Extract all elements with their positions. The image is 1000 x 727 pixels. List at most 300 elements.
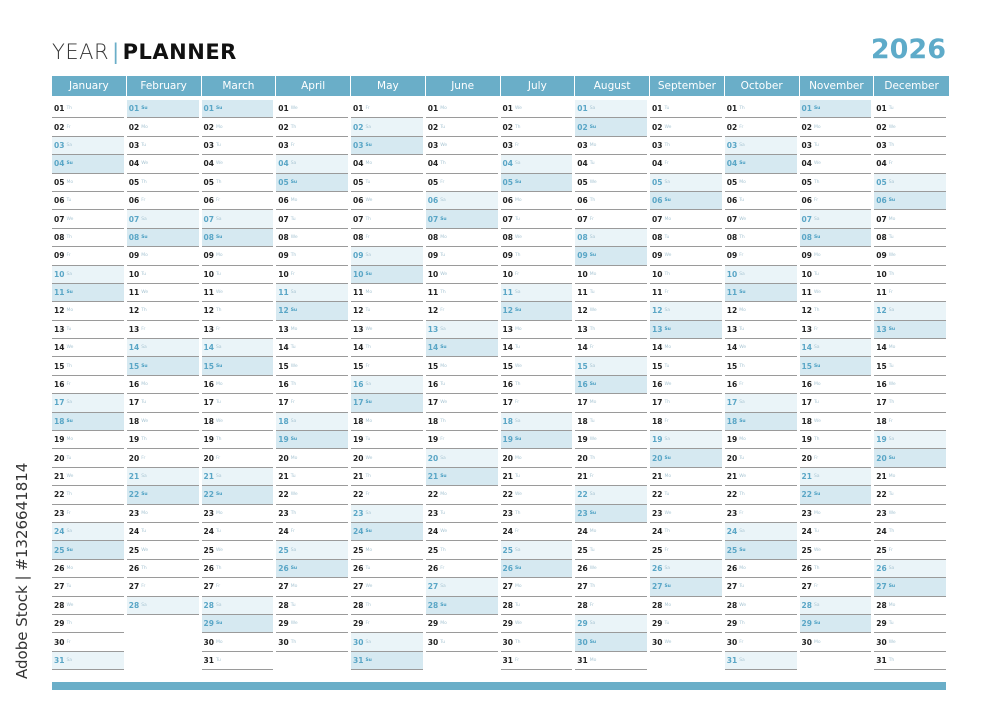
day-cell[interactable]	[800, 137, 872, 155]
day-cell[interactable]	[202, 118, 274, 136]
day-cell[interactable]	[575, 486, 647, 504]
day-cell[interactable]	[800, 541, 872, 559]
day-cell[interactable]	[800, 118, 872, 136]
day-cell[interactable]	[351, 137, 423, 155]
day-cell[interactable]	[501, 174, 573, 192]
day-cell[interactable]	[501, 357, 573, 375]
day-cell[interactable]	[650, 523, 722, 541]
day-cell[interactable]	[800, 486, 872, 504]
day-cell[interactable]	[874, 321, 946, 339]
day-cell[interactable]	[650, 541, 722, 559]
day-cell[interactable]	[575, 100, 647, 118]
day-cell[interactable]	[276, 376, 348, 394]
day-cell[interactable]	[575, 174, 647, 192]
day-cell[interactable]	[276, 413, 348, 431]
day-cell[interactable]	[127, 266, 199, 284]
day-cell[interactable]	[501, 486, 573, 504]
day-cell[interactable]	[874, 100, 946, 118]
day-cell[interactable]	[575, 118, 647, 136]
day-cell[interactable]	[575, 339, 647, 357]
day-cell[interactable]	[501, 449, 573, 467]
day-cell[interactable]	[725, 339, 797, 357]
day-cell[interactable]	[575, 541, 647, 559]
day-cell[interactable]	[351, 449, 423, 467]
day-cell[interactable]	[52, 578, 124, 596]
day-cell[interactable]	[650, 578, 722, 596]
day-cell[interactable]	[202, 339, 274, 357]
day-cell[interactable]	[202, 284, 274, 302]
day-cell[interactable]	[874, 357, 946, 375]
day-cell[interactable]	[202, 229, 274, 247]
day-cell[interactable]	[501, 468, 573, 486]
day-cell[interactable]	[874, 578, 946, 596]
day-cell[interactable]	[127, 449, 199, 467]
day-cell[interactable]	[874, 468, 946, 486]
day-cell[interactable]	[501, 560, 573, 578]
day-cell[interactable]	[725, 578, 797, 596]
day-cell[interactable]	[351, 321, 423, 339]
day-cell[interactable]	[127, 523, 199, 541]
day-cell[interactable]	[426, 155, 498, 173]
day-cell[interactable]	[575, 357, 647, 375]
day-cell[interactable]	[202, 560, 274, 578]
day-cell[interactable]	[650, 192, 722, 210]
day-cell[interactable]	[52, 449, 124, 467]
day-cell[interactable]	[874, 376, 946, 394]
day-cell[interactable]	[276, 541, 348, 559]
day-cell[interactable]	[426, 192, 498, 210]
day-cell[interactable]	[575, 523, 647, 541]
day-cell[interactable]	[725, 302, 797, 320]
day-cell[interactable]	[276, 192, 348, 210]
day-cell[interactable]	[127, 247, 199, 265]
day-cell[interactable]	[650, 486, 722, 504]
day-cell[interactable]	[650, 431, 722, 449]
day-cell[interactable]	[202, 468, 274, 486]
day-cell[interactable]	[575, 321, 647, 339]
day-cell[interactable]	[800, 449, 872, 467]
day-cell[interactable]	[874, 192, 946, 210]
day-cell[interactable]	[501, 118, 573, 136]
day-cell[interactable]	[800, 247, 872, 265]
day-cell[interactable]	[725, 597, 797, 615]
day-cell[interactable]	[202, 413, 274, 431]
day-cell[interactable]	[52, 229, 124, 247]
day-cell[interactable]	[501, 505, 573, 523]
day-cell[interactable]	[501, 376, 573, 394]
day-cell[interactable]	[351, 541, 423, 559]
day-cell[interactable]	[650, 468, 722, 486]
day-cell[interactable]	[501, 247, 573, 265]
day-cell[interactable]	[725, 155, 797, 173]
day-cell[interactable]	[127, 413, 199, 431]
day-cell[interactable]	[874, 449, 946, 467]
day-cell[interactable]	[426, 633, 498, 651]
day-cell[interactable]	[52, 357, 124, 375]
day-cell[interactable]	[52, 468, 124, 486]
day-cell[interactable]	[501, 266, 573, 284]
day-cell[interactable]	[202, 394, 274, 412]
day-cell[interactable]	[202, 449, 274, 467]
day-cell[interactable]	[276, 100, 348, 118]
day-cell[interactable]	[276, 321, 348, 339]
day-cell[interactable]	[351, 174, 423, 192]
day-cell[interactable]	[202, 376, 274, 394]
day-cell[interactable]	[127, 505, 199, 523]
day-cell[interactable]	[501, 100, 573, 118]
day-cell[interactable]	[127, 229, 199, 247]
day-cell[interactable]	[426, 523, 498, 541]
day-cell[interactable]	[127, 210, 199, 228]
day-cell[interactable]	[874, 210, 946, 228]
day-cell[interactable]	[725, 284, 797, 302]
day-cell[interactable]	[276, 394, 348, 412]
day-cell[interactable]	[650, 321, 722, 339]
day-cell[interactable]	[650, 376, 722, 394]
day-cell[interactable]	[575, 247, 647, 265]
day-cell[interactable]	[52, 339, 124, 357]
day-cell[interactable]	[575, 505, 647, 523]
day-cell[interactable]	[800, 210, 872, 228]
day-cell[interactable]	[575, 652, 647, 670]
day-cell[interactable]	[725, 523, 797, 541]
day-cell[interactable]	[52, 633, 124, 651]
day-cell[interactable]	[800, 302, 872, 320]
day-cell[interactable]	[351, 431, 423, 449]
day-cell[interactable]	[426, 578, 498, 596]
day-cell[interactable]	[52, 597, 124, 615]
day-cell[interactable]	[351, 118, 423, 136]
day-cell[interactable]	[874, 247, 946, 265]
day-cell[interactable]	[202, 357, 274, 375]
day-cell[interactable]	[575, 155, 647, 173]
day-cell[interactable]	[874, 155, 946, 173]
day-cell[interactable]	[351, 376, 423, 394]
day-cell[interactable]	[575, 413, 647, 431]
day-cell[interactable]	[650, 339, 722, 357]
day-cell[interactable]	[276, 155, 348, 173]
day-cell[interactable]	[800, 468, 872, 486]
day-cell[interactable]	[575, 229, 647, 247]
day-cell[interactable]	[874, 633, 946, 651]
day-cell[interactable]	[351, 155, 423, 173]
day-cell[interactable]	[351, 652, 423, 670]
day-cell[interactable]	[52, 100, 124, 118]
day-cell[interactable]	[426, 339, 498, 357]
day-cell[interactable]	[202, 100, 274, 118]
day-cell[interactable]	[650, 597, 722, 615]
day-cell[interactable]	[202, 652, 274, 670]
day-cell[interactable]	[650, 413, 722, 431]
day-cell[interactable]	[52, 560, 124, 578]
day-cell[interactable]	[426, 100, 498, 118]
day-cell[interactable]	[800, 229, 872, 247]
day-cell[interactable]	[127, 376, 199, 394]
day-cell[interactable]	[276, 633, 348, 651]
day-cell[interactable]	[725, 321, 797, 339]
day-cell[interactable]	[650, 137, 722, 155]
day-cell[interactable]	[52, 302, 124, 320]
day-cell[interactable]	[874, 229, 946, 247]
day-cell[interactable]	[575, 560, 647, 578]
day-cell[interactable]	[874, 615, 946, 633]
day-cell[interactable]	[725, 560, 797, 578]
day-cell[interactable]	[800, 357, 872, 375]
day-cell[interactable]	[575, 284, 647, 302]
day-cell[interactable]	[800, 394, 872, 412]
day-cell[interactable]	[800, 413, 872, 431]
day-cell[interactable]	[874, 302, 946, 320]
day-cell[interactable]	[202, 302, 274, 320]
day-cell[interactable]	[276, 118, 348, 136]
day-cell[interactable]	[52, 541, 124, 559]
day-cell[interactable]	[52, 247, 124, 265]
day-cell[interactable]	[501, 284, 573, 302]
day-cell[interactable]	[426, 541, 498, 559]
day-cell[interactable]	[52, 174, 124, 192]
day-cell[interactable]	[650, 357, 722, 375]
day-cell[interactable]	[874, 505, 946, 523]
day-cell[interactable]	[202, 266, 274, 284]
day-cell[interactable]	[800, 505, 872, 523]
day-cell[interactable]	[202, 597, 274, 615]
day-cell[interactable]	[426, 376, 498, 394]
day-cell[interactable]	[725, 486, 797, 504]
day-cell[interactable]	[426, 394, 498, 412]
day-cell[interactable]	[426, 468, 498, 486]
day-cell[interactable]	[52, 486, 124, 504]
day-cell[interactable]	[874, 266, 946, 284]
day-cell[interactable]	[650, 118, 722, 136]
day-cell[interactable]	[52, 266, 124, 284]
day-cell[interactable]	[202, 174, 274, 192]
day-cell[interactable]	[575, 376, 647, 394]
day-cell[interactable]	[800, 174, 872, 192]
day-cell[interactable]	[202, 633, 274, 651]
day-cell[interactable]	[426, 266, 498, 284]
day-cell[interactable]	[800, 266, 872, 284]
day-cell[interactable]	[52, 523, 124, 541]
day-cell[interactable]	[874, 284, 946, 302]
day-cell[interactable]	[725, 431, 797, 449]
day-cell[interactable]	[800, 155, 872, 173]
day-cell[interactable]	[501, 210, 573, 228]
day-cell[interactable]	[52, 615, 124, 633]
day-cell[interactable]	[650, 266, 722, 284]
day-cell[interactable]	[575, 578, 647, 596]
day-cell[interactable]	[800, 633, 872, 651]
day-cell[interactable]	[127, 118, 199, 136]
day-cell[interactable]	[52, 652, 124, 670]
day-cell[interactable]	[127, 578, 199, 596]
day-cell[interactable]	[426, 413, 498, 431]
day-cell[interactable]	[276, 431, 348, 449]
day-cell[interactable]	[426, 118, 498, 136]
day-cell[interactable]	[52, 118, 124, 136]
day-cell[interactable]	[127, 192, 199, 210]
day-cell[interactable]	[426, 357, 498, 375]
day-cell[interactable]	[276, 174, 348, 192]
day-cell[interactable]	[800, 376, 872, 394]
day-cell[interactable]	[501, 578, 573, 596]
day-cell[interactable]	[501, 155, 573, 173]
day-cell[interactable]	[202, 431, 274, 449]
day-cell[interactable]	[426, 597, 498, 615]
day-cell[interactable]	[351, 413, 423, 431]
day-cell[interactable]	[725, 376, 797, 394]
day-cell[interactable]	[575, 394, 647, 412]
day-cell[interactable]	[127, 394, 199, 412]
day-cell[interactable]	[575, 633, 647, 651]
day-cell[interactable]	[351, 357, 423, 375]
day-cell[interactable]	[351, 302, 423, 320]
day-cell[interactable]	[52, 192, 124, 210]
day-cell[interactable]	[800, 578, 872, 596]
day-cell[interactable]	[127, 100, 199, 118]
day-cell[interactable]	[575, 192, 647, 210]
day-cell[interactable]	[650, 284, 722, 302]
day-cell[interactable]	[800, 100, 872, 118]
day-cell[interactable]	[276, 339, 348, 357]
day-cell[interactable]	[426, 505, 498, 523]
day-cell[interactable]	[351, 560, 423, 578]
day-cell[interactable]	[725, 615, 797, 633]
day-cell[interactable]	[874, 174, 946, 192]
day-cell[interactable]	[725, 652, 797, 670]
day-cell[interactable]	[127, 284, 199, 302]
day-cell[interactable]	[725, 505, 797, 523]
day-cell[interactable]	[351, 468, 423, 486]
day-cell[interactable]	[874, 118, 946, 136]
day-cell[interactable]	[127, 302, 199, 320]
day-cell[interactable]	[351, 633, 423, 651]
day-cell[interactable]	[650, 633, 722, 651]
day-cell[interactable]	[202, 137, 274, 155]
day-cell[interactable]	[426, 449, 498, 467]
day-cell[interactable]	[276, 247, 348, 265]
day-cell[interactable]	[725, 174, 797, 192]
day-cell[interactable]	[202, 523, 274, 541]
day-cell[interactable]	[202, 615, 274, 633]
day-cell[interactable]	[426, 431, 498, 449]
day-cell[interactable]	[351, 284, 423, 302]
day-cell[interactable]	[575, 137, 647, 155]
day-cell[interactable]	[52, 431, 124, 449]
day-cell[interactable]	[725, 413, 797, 431]
day-cell[interactable]	[650, 560, 722, 578]
day-cell[interactable]	[127, 541, 199, 559]
day-cell[interactable]	[874, 652, 946, 670]
day-cell[interactable]	[874, 486, 946, 504]
day-cell[interactable]	[650, 394, 722, 412]
day-cell[interactable]	[276, 357, 348, 375]
day-cell[interactable]	[276, 578, 348, 596]
day-cell[interactable]	[127, 137, 199, 155]
day-cell[interactable]	[650, 174, 722, 192]
day-cell[interactable]	[426, 615, 498, 633]
day-cell[interactable]	[575, 449, 647, 467]
day-cell[interactable]	[127, 431, 199, 449]
day-cell[interactable]	[874, 560, 946, 578]
day-cell[interactable]	[351, 247, 423, 265]
day-cell[interactable]	[725, 247, 797, 265]
day-cell[interactable]	[501, 413, 573, 431]
day-cell[interactable]	[575, 266, 647, 284]
day-cell[interactable]	[725, 229, 797, 247]
day-cell[interactable]	[426, 560, 498, 578]
day-cell[interactable]	[725, 468, 797, 486]
day-cell[interactable]	[276, 468, 348, 486]
day-cell[interactable]	[351, 394, 423, 412]
day-cell[interactable]	[650, 210, 722, 228]
day-cell[interactable]	[276, 266, 348, 284]
day-cell[interactable]	[52, 137, 124, 155]
day-cell[interactable]	[501, 431, 573, 449]
day-cell[interactable]	[501, 652, 573, 670]
day-cell[interactable]	[575, 210, 647, 228]
day-cell[interactable]	[426, 137, 498, 155]
day-cell[interactable]	[426, 210, 498, 228]
day-cell[interactable]	[202, 247, 274, 265]
day-cell[interactable]	[725, 449, 797, 467]
day-cell[interactable]	[52, 394, 124, 412]
day-cell[interactable]	[276, 560, 348, 578]
day-cell[interactable]	[351, 486, 423, 504]
day-cell[interactable]	[127, 155, 199, 173]
day-cell[interactable]	[426, 247, 498, 265]
day-cell[interactable]	[800, 192, 872, 210]
day-cell[interactable]	[276, 597, 348, 615]
day-cell[interactable]	[501, 615, 573, 633]
day-cell[interactable]	[351, 523, 423, 541]
day-cell[interactable]	[501, 339, 573, 357]
day-cell[interactable]	[202, 486, 274, 504]
day-cell[interactable]	[426, 486, 498, 504]
day-cell[interactable]	[650, 100, 722, 118]
day-cell[interactable]	[874, 339, 946, 357]
day-cell[interactable]	[501, 523, 573, 541]
day-cell[interactable]	[725, 100, 797, 118]
day-cell[interactable]	[52, 321, 124, 339]
day-cell[interactable]	[202, 541, 274, 559]
day-cell[interactable]	[351, 266, 423, 284]
day-cell[interactable]	[874, 413, 946, 431]
day-cell[interactable]	[351, 229, 423, 247]
day-cell[interactable]	[52, 505, 124, 523]
day-cell[interactable]	[725, 266, 797, 284]
day-cell[interactable]	[202, 210, 274, 228]
day-cell[interactable]	[800, 597, 872, 615]
day-cell[interactable]	[501, 394, 573, 412]
day-cell[interactable]	[874, 541, 946, 559]
day-cell[interactable]	[725, 394, 797, 412]
day-cell[interactable]	[276, 137, 348, 155]
day-cell[interactable]	[874, 137, 946, 155]
day-cell[interactable]	[276, 229, 348, 247]
day-cell[interactable]	[52, 376, 124, 394]
day-cell[interactable]	[874, 394, 946, 412]
day-cell[interactable]	[127, 468, 199, 486]
day-cell[interactable]	[874, 597, 946, 615]
day-cell[interactable]	[351, 578, 423, 596]
day-cell[interactable]	[351, 210, 423, 228]
day-cell[interactable]	[351, 100, 423, 118]
day-cell[interactable]	[725, 192, 797, 210]
day-cell[interactable]	[650, 302, 722, 320]
day-cell[interactable]	[650, 615, 722, 633]
day-cell[interactable]	[800, 523, 872, 541]
day-cell[interactable]	[52, 155, 124, 173]
